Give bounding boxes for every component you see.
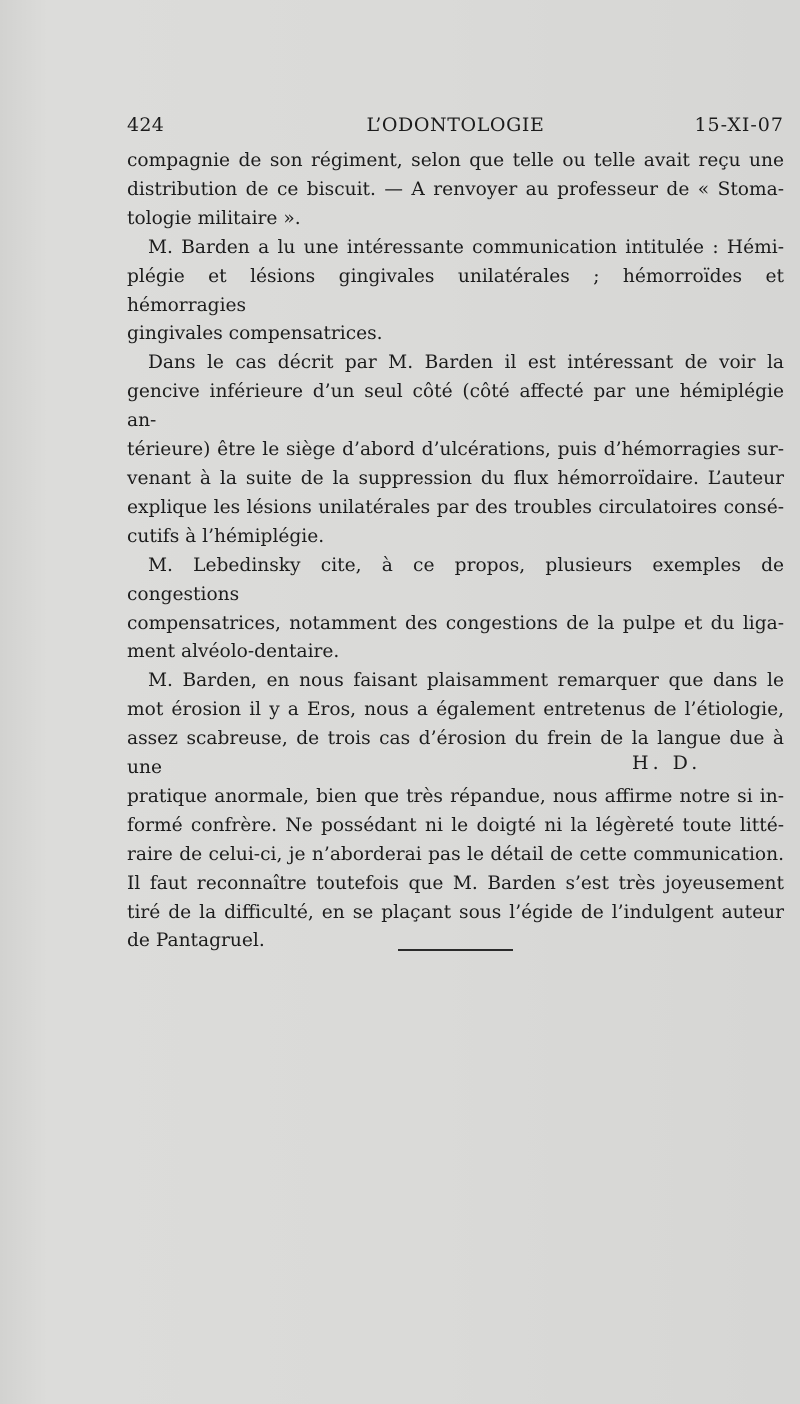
text-line: de Pantagruel. [127,930,265,952]
text-line: cutifs à l’hémiplégie. [127,525,325,547]
text-line: tiré de la difficulté, en se plaçant sous l’égide de l’indulgent auteur [127,901,784,923]
running-title: L’ODONTOLOGIE [366,114,545,136]
page-number: 424 [127,114,165,136]
text-line: assez scabreuse, de trois cas d’érosion du frein de la langue due à une [127,728,784,779]
text-line: M. Lebedinsky cite, à ce propos, plusieurs exemples de congestions [127,554,784,605]
text-line: gencive inférieure d’un seul côté (côté affecté par une hémiplégie an- [127,381,784,432]
text-line: gingivales compensatrices. [127,323,383,345]
text-line: formé confrère. Ne possédant ni le doigté ni la légèreté toute litté- [127,814,784,836]
section-divider [398,949,513,951]
text-line: Il faut reconnaître toutefois que M. Barden s’est très joyeusement [127,872,784,894]
article-body [127,147,784,956]
author-signature: H. D. [632,752,702,774]
text-line: M. Barden, en nous faisant plaisamment remarquer que dans le [148,670,784,692]
text-line: térieure) être le siège d’abord d’ulcérations, puis d’hémorragies sur- [127,439,784,461]
paragraph-2 [127,234,784,350]
issue-date: 15-XI-07 [694,114,784,136]
text-line: compagnie de son régiment, selon que telle ou telle avait reçu une [127,150,784,171]
text-line: compensatrices, notamment des congestions de la pulpe et du liga- [127,612,784,634]
paragraph-4 [127,552,784,668]
text-line: tologie militaire ». [127,207,301,229]
text-line: pratique anormale, bien que très répandue, nous affirme notre si in- [127,785,784,807]
text-line: mot érosion il y a Eros, nous a également entretenus de l’étiologie, [127,699,784,721]
paragraph-1 [127,147,784,234]
text-line: raire de celui-ci, je n’aborderai pas le détail de cette communication. [127,843,784,865]
text-line: explique les lésions unilatérales par des troubles circulatoires consé- [127,496,784,518]
text-line: Dans le cas décrit par M. Barden il est intéressant de voir la [148,352,784,374]
text-line: venant à la suite de la suppression du flux hémorroïdaire. L’auteur [127,467,784,489]
running-header [127,114,784,144]
text-line: plégie et lésions gingivales unilatérales ; hémorroïdes et hémorragies [127,265,784,316]
text-line: distribution de ce biscuit. — A renvoyer au professeur de « Stoma- [127,178,784,200]
paragraph-3 [127,349,784,551]
paragraph-5 [127,667,784,956]
text-line: ment alvéolo-dentaire. [127,641,340,663]
text-line: M. Barden a lu une intéressante communication intitulée : Hémi- [148,236,784,258]
